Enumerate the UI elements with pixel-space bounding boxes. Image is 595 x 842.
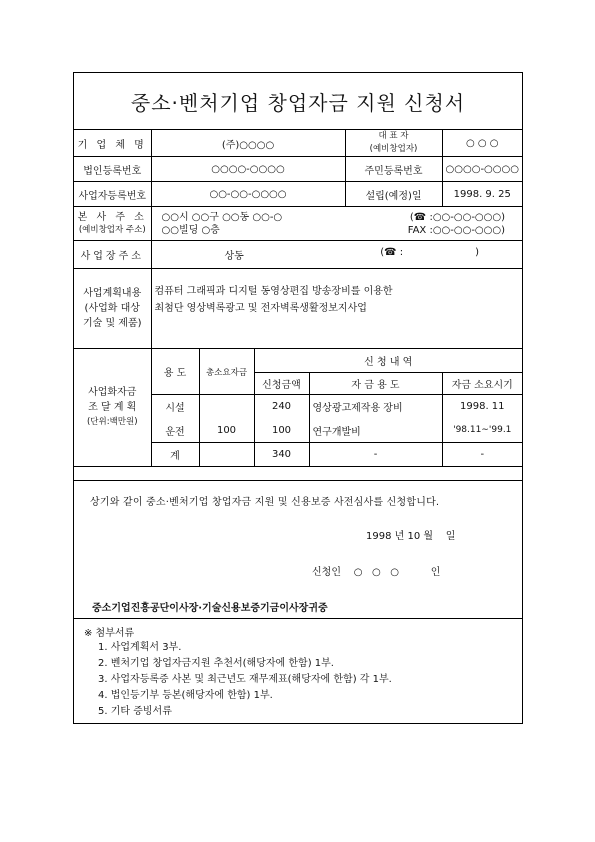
declaration-statement: 상기와 같이 중소·벤처기업 창업자금 지원 및 신용보증 사전심사를 신청합니다.	[90, 497, 440, 508]
table-row: 시설 240 영상광고제작용 장비 1998. 11	[74, 395, 522, 419]
col-amount-header: 신청금액	[254, 373, 309, 395]
workplace-tel: (☎ : )	[380, 247, 480, 258]
biz-reg-label: 사업자등록번호	[74, 182, 151, 207]
business-plan-label: 사업계획내용 (사업화 대상 기술 및 제품)	[74, 269, 151, 349]
head-office-value	[151, 207, 522, 241]
list-item: 3. 사업자등록증 사본 및 최근년도 재무제표(해당자에 한함) 각 1부.	[98, 674, 392, 685]
head-office-fax: FAX :○○-○○-○○○)	[407, 224, 506, 236]
funding-label: 사업화자금 조 달 계 획 (단위:백만원)	[74, 349, 151, 467]
head-office-tel: (☎ :○○-○○-○○○)	[409, 211, 506, 223]
list-item: 5. 기타 증빙서류	[98, 706, 172, 717]
corp-reg-value: ○○○○-○○○○	[151, 157, 345, 182]
resident-reg-value: ○○○○-○○○○	[442, 157, 522, 182]
workplace-label: 사업장주소	[74, 241, 151, 269]
head-office-address-line2: ○○빌딩 ○층	[161, 224, 220, 236]
established-label: 설립(예정)일	[345, 182, 442, 207]
corp-reg-label: 법인등록번호	[74, 157, 151, 182]
representative-label: 대 표 자 (예비창업자)	[345, 130, 442, 157]
col-purpose-header: 자 금 용 도	[309, 373, 442, 395]
company-value: (주)○○○○	[151, 130, 345, 157]
list-item: 2. 벤처기업 창업자금지원 추천서(해당자에 한함) 1부.	[98, 658, 334, 669]
head-office-address-line1: ○○시 ○○구 ○○동 ○○-○	[161, 211, 283, 223]
representative-value: ○ ○ ○	[442, 130, 522, 157]
form-title: 중소·벤처기업 창업자금 지원 신청서	[74, 73, 522, 130]
biz-reg-value: ○○-○○-○○○○	[151, 182, 345, 207]
attachments-header: ※ 첨부서류	[84, 628, 135, 639]
col-period-header: 자금 소요시기	[442, 373, 522, 395]
col-use-header: 용 도	[151, 349, 199, 395]
declaration-date: 1998 년 10 월 일	[366, 531, 456, 542]
form-table	[74, 130, 522, 467]
list-item: 4. 법인등기부 등본(해당자에 한함) 1부.	[98, 690, 273, 701]
col-request-header: 신 청 내 역	[254, 349, 522, 373]
applicant-signature: 신청인 ○ ○ ○ 인	[312, 567, 441, 578]
application-form	[73, 72, 523, 724]
attachments-list	[98, 640, 392, 720]
resident-reg-label: 주민등록번호	[345, 157, 442, 182]
table-row: 계 340 - -	[74, 443, 522, 467]
attachments-section	[74, 618, 522, 723]
workplace-value	[151, 241, 522, 269]
workplace-address: 상동	[224, 251, 244, 262]
established-value: 1998. 9. 25	[442, 182, 522, 207]
company-label: 기 업 체 명	[74, 130, 151, 157]
list-item: 1. 사업계획서 3부.	[98, 642, 182, 653]
recipient: 중소기업진흥공단이사장·기술신용보증기금이사장귀중	[92, 603, 328, 614]
table-row: 운전 100 100 연구개발비 '98.11∼'99.1	[74, 419, 522, 443]
head-office-label: 본 사 주 소 (예비창업자 주소)	[74, 207, 151, 241]
declaration-section	[74, 480, 522, 618]
col-total-header: 총소요자금	[199, 349, 254, 395]
business-plan-value: 컴퓨터 그래픽과 디지털 동영상편집 방송장비를 이용한 최첨단 영상벽록광고 및 전자벽록생활정보지사업	[151, 269, 522, 349]
